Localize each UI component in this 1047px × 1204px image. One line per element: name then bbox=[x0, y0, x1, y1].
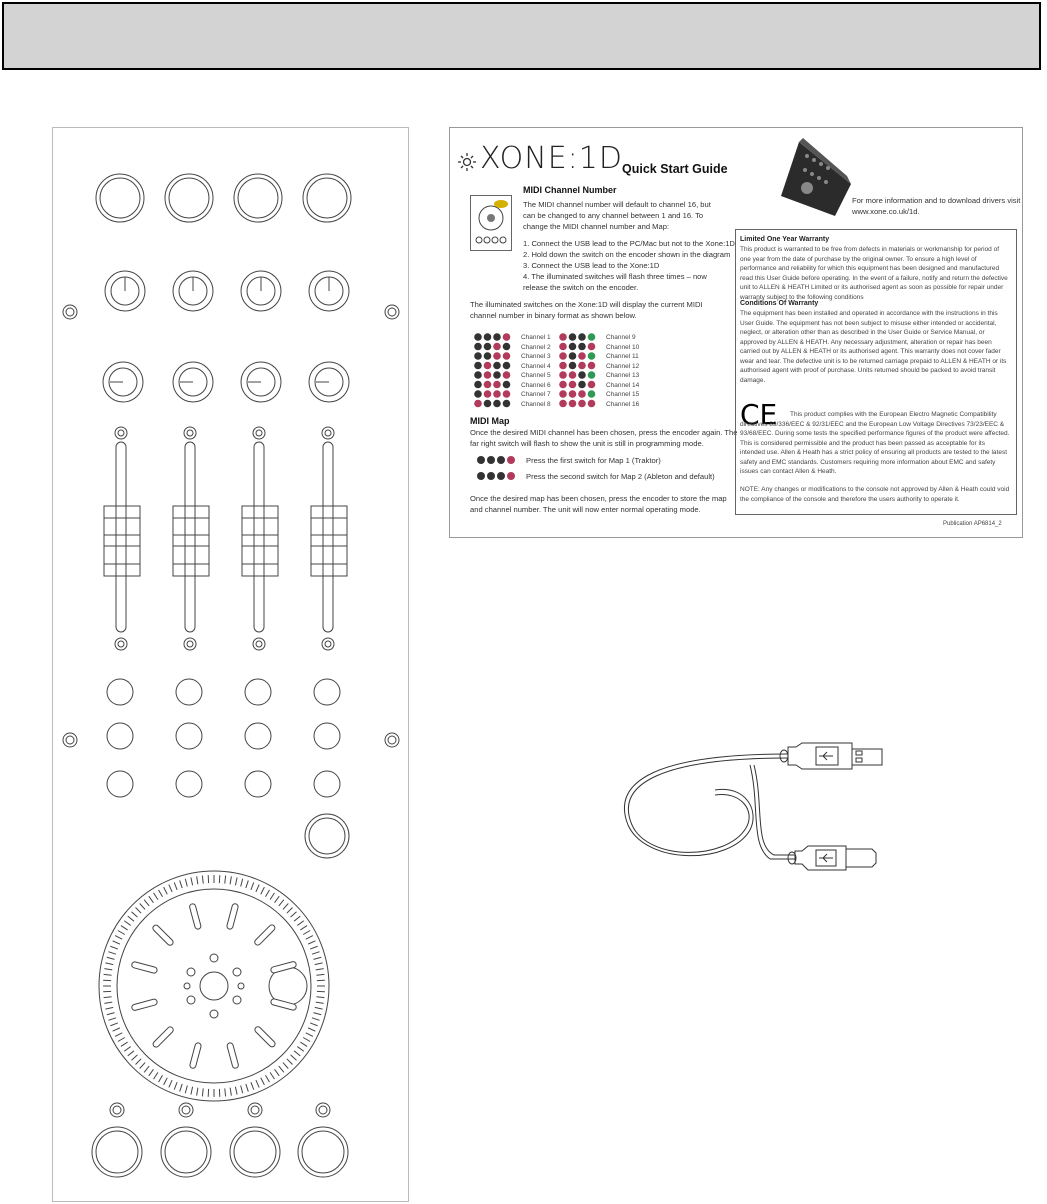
jog-tick bbox=[115, 1033, 122, 1037]
led-dot bbox=[578, 390, 586, 398]
jog-tick bbox=[261, 1078, 265, 1085]
led-dot bbox=[493, 371, 501, 379]
jog-tick bbox=[124, 1047, 130, 1052]
led-dot bbox=[474, 352, 482, 360]
jog-tick bbox=[185, 1085, 187, 1093]
jog-tick bbox=[105, 963, 113, 965]
jog-tick bbox=[105, 1007, 113, 1009]
led-dot bbox=[484, 400, 492, 408]
jog-tick bbox=[174, 882, 177, 889]
jog-tick bbox=[313, 1013, 321, 1015]
channel-labels-right: Channel 9 Channel 10 Channel 11 Channel 12 Channel 13 Channel 14 Channel 15 Channel 16 bbox=[606, 334, 640, 408]
jog-tick bbox=[246, 880, 248, 888]
warranty-heading: Limited One Year Warranty bbox=[740, 236, 830, 243]
jog-tick bbox=[266, 890, 270, 897]
led-dot bbox=[484, 362, 492, 370]
led-dot bbox=[559, 381, 567, 389]
note-text: NOTE: Any changes or modifications to the console not approved by Allen & Heath could void the compliance of the console and therefore the users authority to operate it. bbox=[740, 486, 1010, 503]
led-dot bbox=[493, 381, 501, 389]
jog-tick bbox=[275, 1069, 280, 1075]
jog-tick bbox=[121, 926, 128, 930]
jog-tick bbox=[107, 1013, 115, 1015]
step-4: 4. The illuminated switches will flash three times – now release the switch on the encoder. bbox=[523, 272, 707, 292]
jog-tick bbox=[241, 1085, 243, 1093]
jog-tick bbox=[144, 900, 149, 906]
encoder-knob bbox=[305, 814, 349, 858]
jog-tick bbox=[197, 1088, 198, 1096]
jog-tick bbox=[241, 879, 243, 887]
jog-tick bbox=[113, 1028, 120, 1031]
led-dot bbox=[474, 400, 482, 408]
jog-tick bbox=[104, 1002, 112, 1003]
jog-tick bbox=[275, 896, 280, 902]
publication-number: Publication AP6814_2 bbox=[943, 521, 1002, 527]
jog-tick bbox=[266, 1075, 270, 1082]
jog-tick bbox=[164, 887, 168, 894]
jog-tick bbox=[121, 1042, 128, 1046]
jog-tick bbox=[303, 1038, 310, 1042]
brand-logo: XONE:1D bbox=[480, 141, 623, 176]
led-dot bbox=[578, 352, 586, 360]
jog-tick bbox=[154, 893, 158, 900]
jog-tick bbox=[261, 887, 265, 894]
led-dot bbox=[578, 362, 586, 370]
jog-tick bbox=[140, 904, 145, 910]
midi-map-text: Once the desired MIDI channel has been chosen, press the encoder again. The far right switch will flash to show the unit is still in programming mode. bbox=[470, 428, 738, 448]
jog-tick bbox=[107, 957, 115, 959]
midi-channel-text: The MIDI channel number will default to channel 16, but can be changed to any channel between 1 and 16. To change the MIDI channel number and Map: bbox=[523, 200, 711, 231]
led-dot bbox=[484, 381, 492, 389]
jog-tick bbox=[230, 1088, 231, 1096]
jog-tick bbox=[197, 876, 198, 884]
jog-tick bbox=[191, 1087, 193, 1095]
led-dot bbox=[569, 371, 577, 379]
jog-tick bbox=[294, 916, 300, 921]
led-dot bbox=[493, 400, 501, 408]
jog-slot bbox=[193, 907, 198, 926]
jog-tick bbox=[313, 957, 321, 959]
led-dot bbox=[474, 381, 482, 389]
led-dot bbox=[569, 333, 577, 341]
jog-tick bbox=[140, 1063, 145, 1069]
jog-tick bbox=[283, 904, 288, 910]
led-dot bbox=[559, 333, 567, 341]
step-3: 3. Connect the USB lead to the Xone:1D bbox=[523, 261, 660, 270]
jog-tick bbox=[128, 916, 134, 921]
jog-tick bbox=[136, 908, 142, 914]
led-dot bbox=[588, 343, 596, 351]
jog-tick bbox=[279, 900, 284, 906]
led-dot bbox=[569, 400, 577, 408]
channel-labels-left: Channel 1 Channel 2 Channel 3 Channel 4 Channel 5 Channel 6 Channel 7 Channel 8 bbox=[521, 334, 551, 408]
jog-tick bbox=[287, 1059, 293, 1065]
jog-tick bbox=[185, 879, 187, 887]
jog-tick bbox=[256, 885, 259, 892]
led-dot bbox=[578, 343, 586, 351]
led-dot bbox=[474, 371, 482, 379]
jog-tick bbox=[124, 921, 130, 926]
led-dot bbox=[588, 381, 596, 389]
button-grid bbox=[107, 679, 340, 797]
jog-tick bbox=[110, 946, 117, 949]
jog-tick bbox=[251, 882, 254, 889]
header-bar bbox=[2, 2, 1041, 70]
led-dot bbox=[559, 371, 567, 379]
jog-slot bbox=[274, 965, 293, 970]
led-dot bbox=[493, 352, 501, 360]
led-dot bbox=[559, 343, 567, 351]
led-dot bbox=[569, 362, 577, 370]
jog-tick bbox=[283, 1063, 288, 1069]
midi-channel-heading: MIDI Channel Number bbox=[523, 185, 617, 195]
jog-tick bbox=[115, 936, 122, 940]
led-dot bbox=[588, 371, 596, 379]
jog-tick bbox=[202, 876, 203, 884]
led-dot bbox=[493, 343, 501, 351]
jog-tick bbox=[300, 1042, 307, 1046]
jog-tick bbox=[279, 1066, 284, 1072]
fader-row bbox=[104, 427, 347, 650]
jog-tick bbox=[315, 1007, 323, 1009]
led-dot bbox=[484, 352, 492, 360]
jog-tick bbox=[316, 969, 324, 970]
jog-tick bbox=[294, 1051, 300, 1056]
jog-tick bbox=[128, 1051, 134, 1056]
led-dot bbox=[493, 390, 501, 398]
jog-tick bbox=[169, 1080, 172, 1087]
led-dot bbox=[503, 381, 511, 389]
led-dot bbox=[559, 352, 567, 360]
jog-tick bbox=[297, 921, 303, 926]
led-dot bbox=[503, 333, 511, 341]
map2-text: Press the second switch for Map 2 (Ableton and default) bbox=[526, 472, 715, 481]
jog-tick bbox=[303, 931, 310, 935]
led-dot bbox=[484, 333, 492, 341]
led-dot bbox=[503, 343, 511, 351]
led-dot bbox=[484, 343, 492, 351]
led-dot bbox=[578, 400, 586, 408]
jog-tick bbox=[159, 1075, 163, 1082]
jog-tick bbox=[315, 963, 323, 965]
led-dot bbox=[474, 333, 482, 341]
jog-tick bbox=[169, 885, 172, 892]
led-dot bbox=[474, 390, 482, 398]
led-dot bbox=[578, 333, 586, 341]
led-dot bbox=[588, 333, 596, 341]
midi-map-heading: MIDI Map bbox=[470, 416, 510, 426]
jog-tick bbox=[312, 952, 320, 954]
rotary-knob-row-1 bbox=[105, 271, 349, 311]
led-dot bbox=[474, 362, 482, 370]
jog-tick bbox=[154, 1072, 158, 1079]
led-dot bbox=[569, 390, 577, 398]
led-dot bbox=[474, 343, 482, 351]
usb-cable-drawing bbox=[620, 735, 890, 895]
conditions-text: The equipment has been installed and operated in accordance with the instructions in this User Guide. The equipment has not been subject to misuse either intended or accidental, neglect, or alteration other than as described in the User Guide or Service Manual, or approved by ALLEN & HEATH. Any necessary adjustment, alteration or repair has been carried out by ALLEN & HEATH or its authorised agent. This warranty does not cover fader wear and tear. The defective unit is to be returned carriage prepaid to ALLEN & HEATH or its authorised agent with proof of purchase. Units returned should be packed to avoid transit damage. bbox=[740, 310, 1007, 384]
jog-tick bbox=[300, 926, 307, 930]
led-dot bbox=[484, 390, 492, 398]
jog-tick bbox=[149, 1069, 154, 1075]
jog-tick bbox=[180, 880, 182, 888]
jog-tick bbox=[202, 1088, 203, 1096]
jog-tick bbox=[306, 1033, 313, 1037]
led-dot bbox=[588, 390, 596, 398]
quick-start-guide-card bbox=[449, 127, 1023, 538]
jog-tick bbox=[174, 1082, 177, 1089]
controller-photo bbox=[777, 136, 852, 216]
jog-tick bbox=[291, 912, 297, 917]
jog-tick bbox=[308, 1028, 315, 1031]
jog-tick bbox=[104, 974, 112, 975]
jog-tick bbox=[235, 1087, 237, 1095]
step-1: 1. Connect the USB lead to the PC/Mac but not to the Xone:1D bbox=[523, 239, 735, 248]
led-dot bbox=[503, 400, 511, 408]
led-dot bbox=[493, 333, 501, 341]
jog-tick bbox=[108, 1018, 116, 1020]
led-dot bbox=[578, 381, 586, 389]
led-dot bbox=[503, 390, 511, 398]
jog-slot bbox=[135, 1002, 154, 1007]
jog-tick bbox=[316, 997, 324, 998]
jog-tick bbox=[308, 941, 315, 944]
jog-tick bbox=[136, 1059, 142, 1065]
led-dot bbox=[484, 371, 492, 379]
compliance-text: This product complies with the European Electro Magnetic Compatibility directives 89/336/EEC & 92/31/EEC and the European Low Voltage Directives 73/23/EEC & 93/68/EEC. During some tests the specified performance figures of the product were affected. This is considered permissible and the product has been passed as acceptable for its intended use. Allen & Heath has a strict policy of ensuring all products are tested to the latest safety and EMC standards. Customers requiring more information about EMC and safety issues can contact Allen & Heath. bbox=[740, 411, 1010, 475]
jog-tick bbox=[246, 1084, 248, 1092]
jog-tick bbox=[149, 896, 154, 902]
jog-tick bbox=[225, 876, 226, 884]
jog-tick bbox=[180, 1084, 182, 1092]
encoder-diagram bbox=[470, 195, 512, 251]
jog-tick bbox=[291, 1055, 297, 1060]
controller-panel-drawing bbox=[52, 127, 409, 1202]
jog-tick bbox=[235, 877, 237, 885]
jog-tick bbox=[316, 974, 324, 975]
jog-tick bbox=[310, 1023, 317, 1026]
warranty-text: This product is warranted to be free from defects in materials or workmanship for period of one year from the date of purchase by the original owner. To ensure a high level of performance and reliability for which this equipment has been designed and manufactured read this User Guide before operating. In the event of a failure, notify and return the defective unit to ALLEN & HEATH Limited or its authorised agent as soon as possible for repair under warranty subject to the following conditions bbox=[740, 246, 1008, 301]
more-info-text: For more information and to download drivers visit www.xone.co.uk/1d. bbox=[852, 196, 1021, 216]
jog-tick bbox=[164, 1078, 168, 1085]
map-leds bbox=[476, 454, 526, 484]
jog-tick bbox=[225, 1088, 226, 1096]
led-dot bbox=[588, 352, 596, 360]
jog-tick bbox=[108, 952, 116, 954]
warranty-box bbox=[735, 229, 1017, 515]
led-dot bbox=[493, 362, 501, 370]
guide-title: Quick Start Guide bbox=[622, 162, 728, 176]
conditions-heading: Conditions Of Warranty bbox=[740, 300, 819, 307]
jog-tick bbox=[312, 1018, 320, 1020]
jog-tick bbox=[113, 941, 120, 944]
ce-mark: CE bbox=[740, 398, 778, 431]
sun-logo-icon bbox=[456, 151, 478, 173]
led-dot bbox=[559, 390, 567, 398]
jog-tick bbox=[287, 908, 293, 914]
jog-wheel bbox=[99, 871, 329, 1101]
jog-tick bbox=[118, 1038, 125, 1042]
jog-tick bbox=[132, 912, 138, 917]
led-dot bbox=[503, 362, 511, 370]
jog-tick bbox=[270, 893, 274, 900]
jog-tick bbox=[104, 969, 112, 970]
jog-tick bbox=[110, 1023, 117, 1026]
jog-tick bbox=[191, 877, 193, 885]
led-dot bbox=[559, 362, 567, 370]
jog-tick bbox=[104, 997, 112, 998]
bottom-controls bbox=[92, 1103, 348, 1177]
led-dot bbox=[588, 362, 596, 370]
jog-tick bbox=[230, 876, 231, 884]
jog-tick bbox=[251, 1082, 254, 1089]
led-dot bbox=[569, 352, 577, 360]
led-dot bbox=[569, 343, 577, 351]
final-text: Once the desired map has been chosen, press the encoder to store the map and channel number. The unit will now enter normal operating mode. bbox=[470, 494, 727, 514]
jog-tick bbox=[132, 1055, 138, 1060]
binary-led-table bbox=[474, 333, 734, 413]
jog-tick bbox=[297, 1047, 303, 1052]
rotary-knob-row-2 bbox=[103, 362, 349, 402]
step-2: 2. Hold down the switch on the encoder shown in the diagram bbox=[523, 250, 731, 259]
jog-slot bbox=[230, 1046, 235, 1065]
jog-tick bbox=[118, 931, 125, 935]
jog-tick bbox=[316, 1002, 324, 1003]
jog-tick bbox=[159, 890, 163, 897]
led-dot bbox=[503, 371, 511, 379]
led-dot bbox=[588, 400, 596, 408]
led-dot bbox=[559, 400, 567, 408]
jog-tick bbox=[144, 1066, 149, 1072]
jog-tick bbox=[310, 946, 317, 949]
map1-text: Press the first switch for Map 1 (Traktor) bbox=[526, 456, 661, 465]
top-knob-row bbox=[96, 174, 351, 222]
jog-tick bbox=[256, 1080, 259, 1087]
led-dot bbox=[578, 371, 586, 379]
binary-text: The illuminated switches on the Xone:1D will display the current MIDI channel number in binary format as shown below. bbox=[470, 300, 703, 320]
led-dot bbox=[569, 381, 577, 389]
led-dot bbox=[503, 352, 511, 360]
jog-tick bbox=[270, 1072, 274, 1079]
jog-tick bbox=[306, 936, 313, 940]
